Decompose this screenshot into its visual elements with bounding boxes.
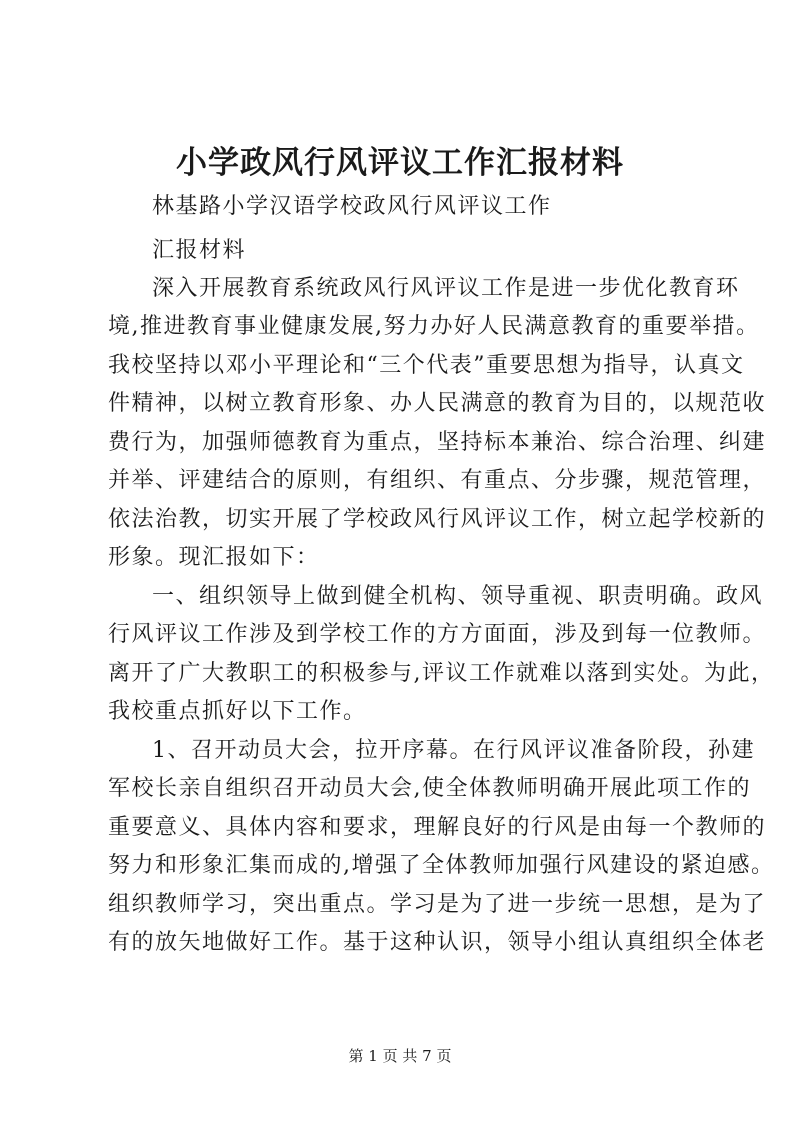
paragraph-line: 组织教师学习，突出重点。学习是为了进一步统一思想，是为了 — [108, 892, 767, 917]
paragraph-line: 件精神，以树立教育形象、办人民满意的教育为目的，以规范收 — [108, 391, 767, 416]
subtitle-line-2: 汇报材料 — [152, 238, 247, 263]
paragraph-line: 依法治教，切实开展了学校政风行风评议工作，树立起学校新的 — [108, 507, 767, 532]
paragraph-line: 深入开展教育系统政风行风评议工作是进一步优化教育环 — [152, 276, 740, 301]
paragraph-line: 一、组织领导上做到健全机构、领导重视、职责明确。政风 — [152, 584, 764, 609]
paragraph-line: 行风评议工作涉及到学校工作的方方面面，涉及到每一位教师。 — [108, 622, 767, 647]
paragraph-line: 形象。现汇报如下： — [108, 545, 320, 570]
paragraph-line: 我校重点抓好以下工作。 — [108, 699, 367, 724]
page-footer: 第 1 页 共 7 页 — [348, 1047, 452, 1065]
paragraph-line: 境,推进教育事业健康发展,努力办好人民满意教育的重要举措。 — [108, 314, 760, 339]
paragraph-line: 重要意义、具体内容和要求，理解良好的行风是由每一个教师的 — [108, 815, 767, 840]
paragraph-line: 并举、评建结合的原则，有组织、有重点、分步骤，规范管理， — [108, 468, 767, 493]
paragraph-line: 费行为，加强师德教育为重点，坚持标本兼治、综合治理、纠建 — [108, 430, 767, 455]
paragraph-line: 有的放矢地做好工作。基于这种认识，领导小组认真组织全体老 — [108, 930, 767, 955]
paragraph-line: 我校坚持以邓小平理论和“三个代表”重要思想为指导，认真文 — [108, 353, 745, 378]
paragraph-line: 努力和形象汇集而成的,增强了全体教师加强行风建设的紧迫感。 — [108, 853, 775, 878]
paragraph-line: 军校长亲自组织召开动员大会,使全体教师明确开展此项工作的 — [108, 776, 751, 801]
paragraph-line: 1、召开动员大会，拉开序幕。在行风评议准备阶段，孙建 — [152, 738, 755, 763]
subtitle-line-1: 林基路小学汉语学校政风行风评议工作 — [152, 194, 552, 219]
paragraph-line: 离开了广大教职工的积极参与,评议工作就难以落到实处。为此， — [108, 661, 775, 686]
page-title: 小学政风行风评议工作汇报材料 — [176, 145, 624, 181]
